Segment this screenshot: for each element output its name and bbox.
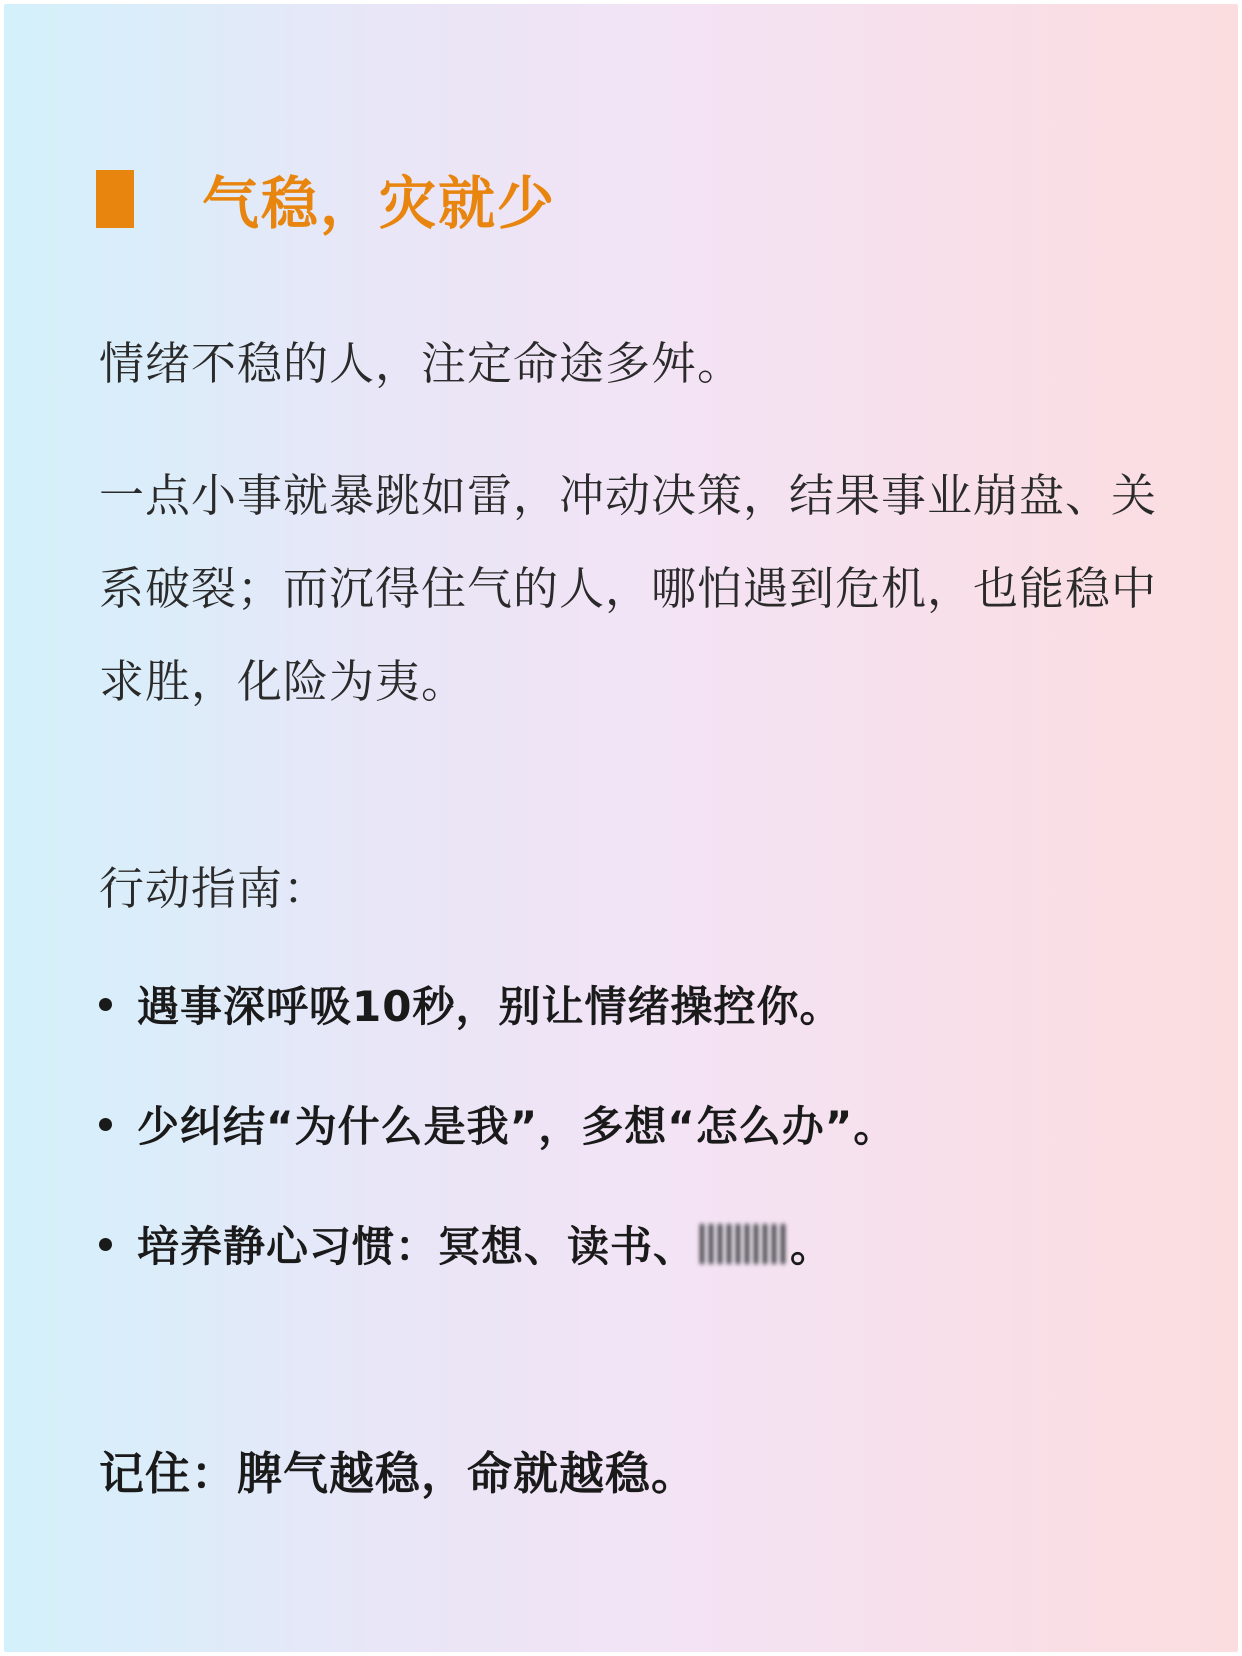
list-item-text: 遇事深呼吸10秒，别让情绪操控你。 <box>137 982 843 1031</box>
list-item <box>99 974 1159 1034</box>
list-item-text-before: 培养静心习惯：冥想、读书、 <box>137 1222 697 1271</box>
paragraph-1: 情绪不稳的人，注定命途多舛。 <box>99 337 744 390</box>
list-item <box>99 1214 1159 1274</box>
list-item-text: 少纠结“为什么是我”，多想“怎么办”。 <box>137 1102 897 1151</box>
guide-title: 行动指南： <box>99 862 330 915</box>
bullet-dot-icon <box>99 1238 112 1251</box>
redacted-word <box>700 1224 786 1264</box>
guide-list <box>99 974 1159 1334</box>
bullet-dot-icon <box>99 1118 112 1131</box>
list-item-text-after: 。 <box>790 1222 834 1271</box>
list-item <box>99 1094 1159 1154</box>
conclusion: 记住：脾气越稳，命就越稳。 <box>99 1447 698 1500</box>
page-title: 气稳，灾就少 <box>202 171 556 237</box>
bullet-dot-icon <box>99 998 112 1011</box>
title-accent-bar <box>96 170 134 228</box>
title-row <box>96 154 556 244</box>
paragraph-2: 一点小事就暴跳如雷，冲动决策，结果事业崩盘、关系破裂；而沉得住气的人，哪怕遇到危机，也能稳中求胜，化险为夷。 <box>99 469 1158 708</box>
